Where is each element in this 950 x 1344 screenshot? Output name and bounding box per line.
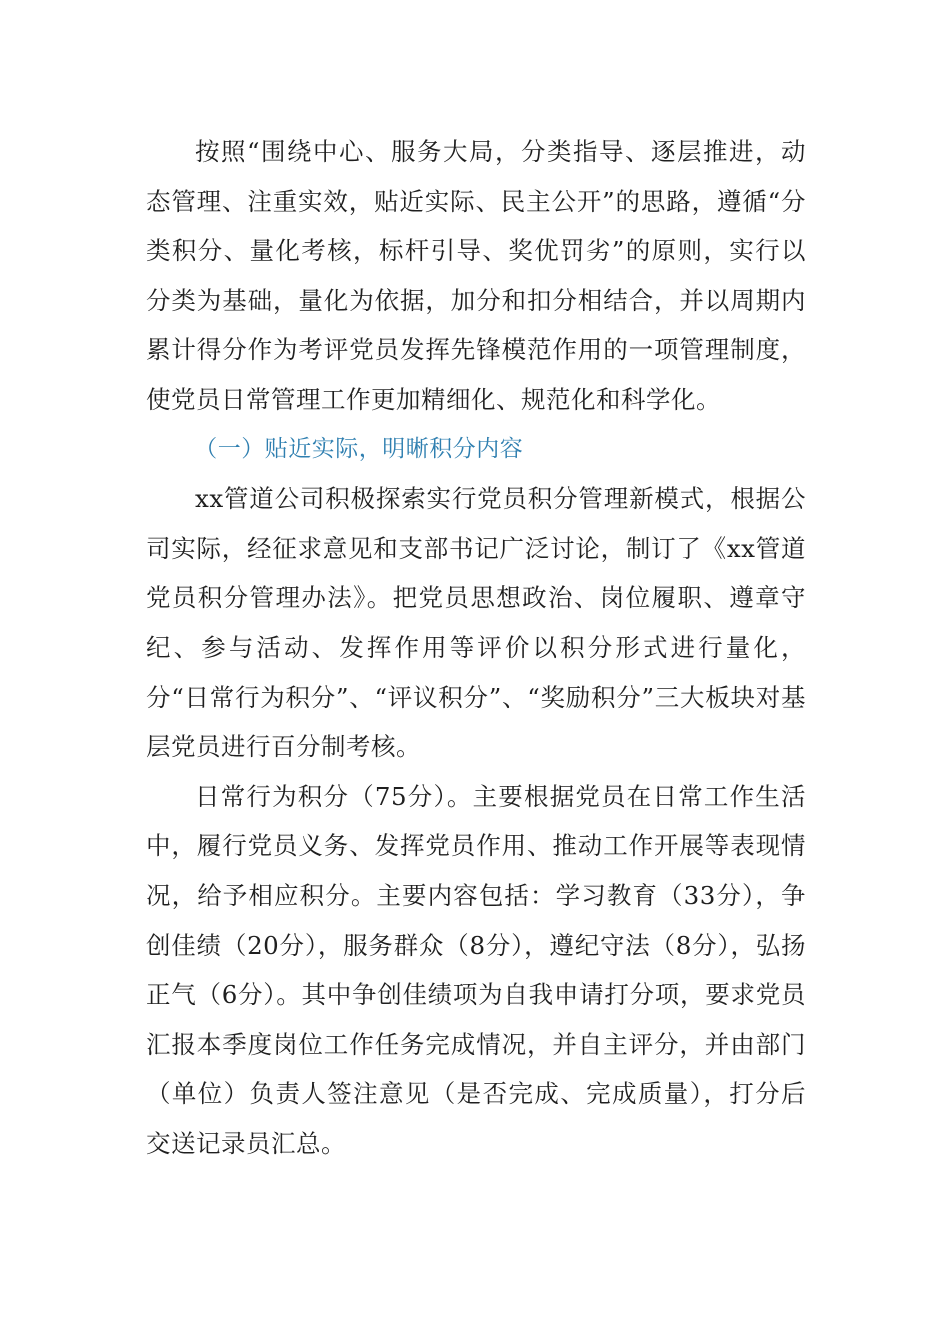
document-body xyxy=(146,127,806,1168)
paragraph-daily-points: 日常行为积分（75分）。主要根据党员在日常工作生活中，履行党员义务、发挥党员作用、推动工作开展等表现情况，给予相应积分。主要内容包括：学习教育（33分），争创佳绩（20分），服务群众（8分），遵纪守法（8分），弘扬正气（6分）。其中争创佳绩项为自我申请打分项，要求党员汇报本季度岗位工作任务完成情况，并自主评分，并由部门（单位）负责人签注意见（是否完成、完成质量），打分后交送记录员汇总。 xyxy=(146,781,806,1158)
paragraph-company-practice: xx管道公司积极探索实行党员积分管理新模式，根据公司实际，经征求意见和支部书记广泛讨论，制订了《xx管道党员积分管理办法》。把党员思想政治、岗位履职、遵章守纪、参与活动、发挥作用等评价以积分形式进行量化，分“日常行为积分”、“评议积分”、“奖励积分”三大板块对基层党员进行百分制考核。 xyxy=(146,484,806,762)
paragraph-principles: 按照“围绕中心、服务大局，分类指导、逐层推进，动态管理、注重实效，贴近实际、民主公开”的思路，遵循“分类积分、量化考核，标杆引导、奖优罚劣”的原则，实行以分类为基础，量化为依据，加分和扣分相结合，并以周期内累计得分作为考评党员发挥先锋模范作用的一项管理制度，使党员日常管理工作更加精细化、规范化和科学化。 xyxy=(146,137,806,414)
section-heading: （一）贴近实际，明晰积分内容 xyxy=(194,435,524,462)
